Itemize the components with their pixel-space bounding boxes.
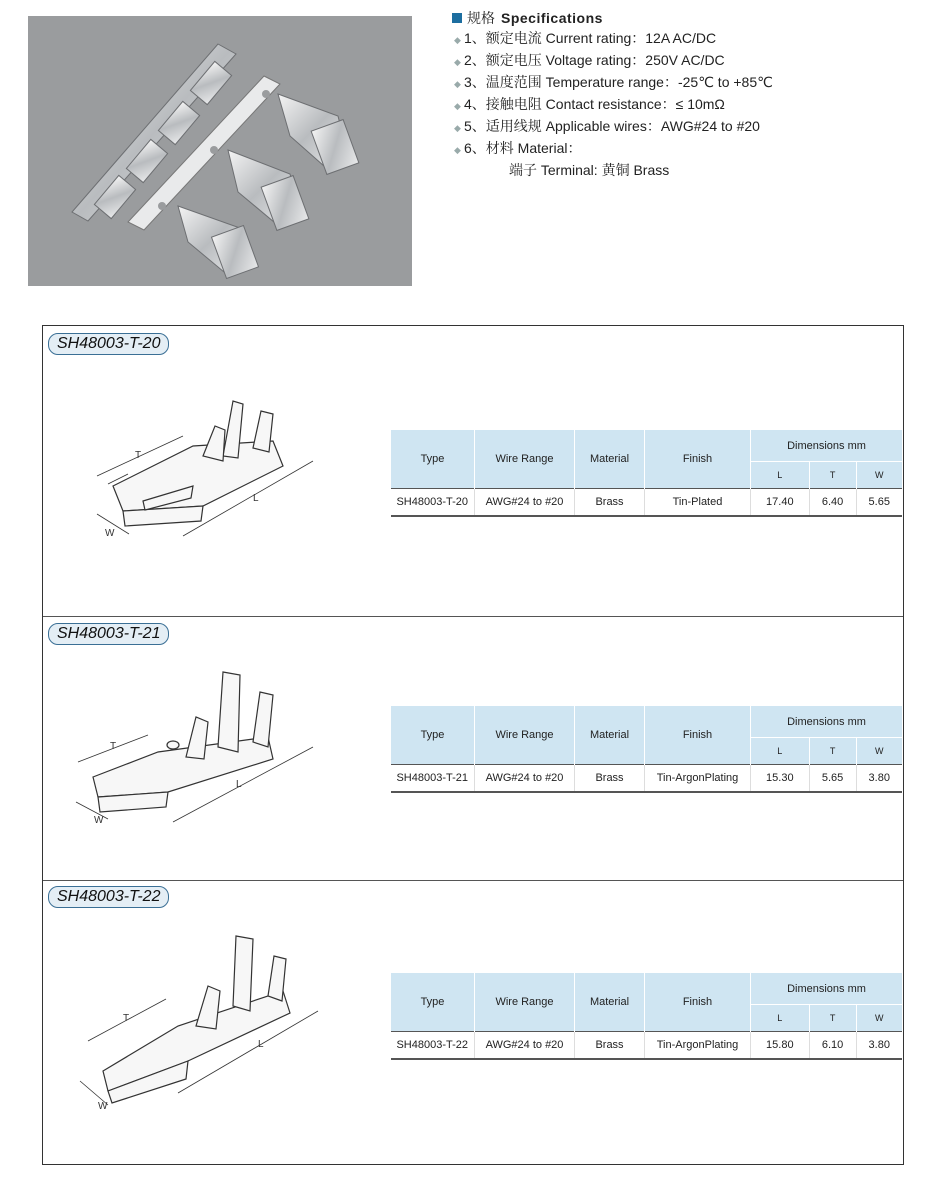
- spec-item: [452, 116, 912, 138]
- spec-item-text: 5、适用线规 Applicable wires：AWG#24 to #20: [464, 118, 760, 134]
- col-dimensions: Dimensions mm: [751, 973, 903, 1005]
- cell-type: SH48003-T-20: [391, 489, 475, 517]
- product-section: [43, 881, 903, 1163]
- spec-table: [390, 430, 902, 517]
- dim-label: L: [253, 493, 259, 504]
- table-row: [391, 765, 903, 793]
- dim-label: T: [110, 741, 117, 752]
- col-T: T: [809, 462, 856, 489]
- diamond-bullet-icon: ◆: [454, 123, 461, 133]
- product-section: [43, 326, 903, 616]
- col-L: L: [751, 738, 810, 765]
- dim-label: L: [258, 1039, 264, 1050]
- diamond-bullet-icon: ◆: [454, 101, 461, 111]
- spec-item-text: 4、接触电阻 Contact resistance：≤ 10mΩ: [464, 96, 725, 112]
- cell-material: Brass: [575, 765, 645, 793]
- cell-L: 15.30: [751, 765, 810, 793]
- cell-W: 5.65: [856, 489, 902, 517]
- col-W: W: [856, 462, 902, 489]
- cell-wire-range: AWG#24 to #20: [475, 1032, 575, 1060]
- col-L: L: [751, 1005, 810, 1032]
- spec-item: [452, 94, 912, 116]
- spec-item: [452, 28, 912, 50]
- col-wire-range: Wire Range: [475, 973, 575, 1032]
- diamond-bullet-icon: ◆: [454, 35, 461, 45]
- cell-finish: Tin-ArgonPlating: [645, 765, 751, 793]
- col-W: W: [856, 1005, 902, 1032]
- cell-wire-range: AWG#24 to #20: [475, 489, 575, 517]
- col-wire-range: Wire Range: [475, 430, 575, 489]
- spec-item-text: 1、额定电流 Current rating：12A AC/DC: [464, 30, 717, 46]
- cell-L: 17.40: [751, 489, 810, 517]
- product-label: SH48003-T-20: [48, 333, 169, 355]
- cell-T: 6.40: [809, 489, 856, 517]
- spec-item-text: 2、额定电压 Voltage rating：250V AC/DC: [464, 52, 725, 68]
- cell-T: 6.10: [809, 1032, 856, 1060]
- col-type: Type: [391, 706, 475, 765]
- spec-title-en: Specifications: [501, 10, 603, 26]
- col-wire-range: Wire Range: [475, 706, 575, 765]
- col-material: Material: [575, 706, 645, 765]
- cell-wire-range: AWG#24 to #20: [475, 765, 575, 793]
- square-bullet-icon: [452, 13, 462, 23]
- spec-title: [452, 8, 912, 28]
- col-material: Material: [575, 973, 645, 1032]
- spec-table: [390, 706, 902, 793]
- dim-label: T: [123, 1013, 130, 1024]
- spec-table: [390, 973, 902, 1060]
- dim-label: L: [236, 779, 242, 790]
- diamond-bullet-icon: ◆: [454, 79, 461, 89]
- terminal-strip-image: [28, 16, 412, 286]
- cell-type: SH48003-T-21: [391, 765, 475, 793]
- spec-item: [452, 138, 912, 160]
- cell-type: SH48003-T-22: [391, 1032, 475, 1060]
- col-finish: Finish: [645, 706, 751, 765]
- col-type: Type: [391, 430, 475, 489]
- specifications-block: [452, 8, 912, 180]
- cell-W: 3.80: [856, 765, 902, 793]
- col-dimensions: Dimensions mm: [751, 430, 903, 462]
- product-label: SH48003-T-22: [48, 886, 169, 908]
- terminal-drawing: [68, 667, 328, 837]
- table-row: [391, 489, 903, 517]
- cell-material: Brass: [575, 1032, 645, 1060]
- diamond-bullet-icon: ◆: [454, 145, 461, 155]
- dim-label: W: [98, 1101, 108, 1111]
- col-L: L: [751, 462, 810, 489]
- col-W: W: [856, 738, 902, 765]
- cell-finish: Tin-ArgonPlating: [645, 1032, 751, 1060]
- table-row: [391, 1032, 903, 1060]
- cell-T: 5.65: [809, 765, 856, 793]
- product-label: SH48003-T-21: [48, 623, 169, 645]
- spec-item: [452, 50, 912, 72]
- terminal-drawing: [68, 931, 328, 1111]
- dim-label: T: [135, 450, 142, 461]
- products-panel: [42, 325, 904, 1165]
- col-finish: Finish: [645, 430, 751, 489]
- spec-item-text: 3、温度范围 Temperature range：-25℃ to +85℃: [464, 74, 773, 90]
- terminal-drawing: [83, 386, 323, 556]
- dim-label: W: [94, 815, 104, 826]
- spec-material-line: 端子 Terminal: 黄铜 Brass: [509, 162, 670, 178]
- product-photo: [28, 16, 412, 286]
- product-section: [43, 617, 903, 880]
- col-dimensions: Dimensions mm: [751, 706, 903, 738]
- col-T: T: [809, 1005, 856, 1032]
- cell-L: 15.80: [751, 1032, 810, 1060]
- spec-item-text: 6、材料 Material：: [464, 140, 582, 156]
- cell-finish: Tin-Plated: [645, 489, 751, 517]
- cell-W: 3.80: [856, 1032, 902, 1060]
- dim-label: W: [105, 528, 115, 539]
- col-material: Material: [575, 430, 645, 489]
- col-finish: Finish: [645, 973, 751, 1032]
- spec-title-cn: 规格: [467, 10, 495, 26]
- diamond-bullet-icon: ◆: [454, 57, 461, 67]
- col-type: Type: [391, 973, 475, 1032]
- cell-material: Brass: [575, 489, 645, 517]
- col-T: T: [809, 738, 856, 765]
- spec-item: [452, 72, 912, 94]
